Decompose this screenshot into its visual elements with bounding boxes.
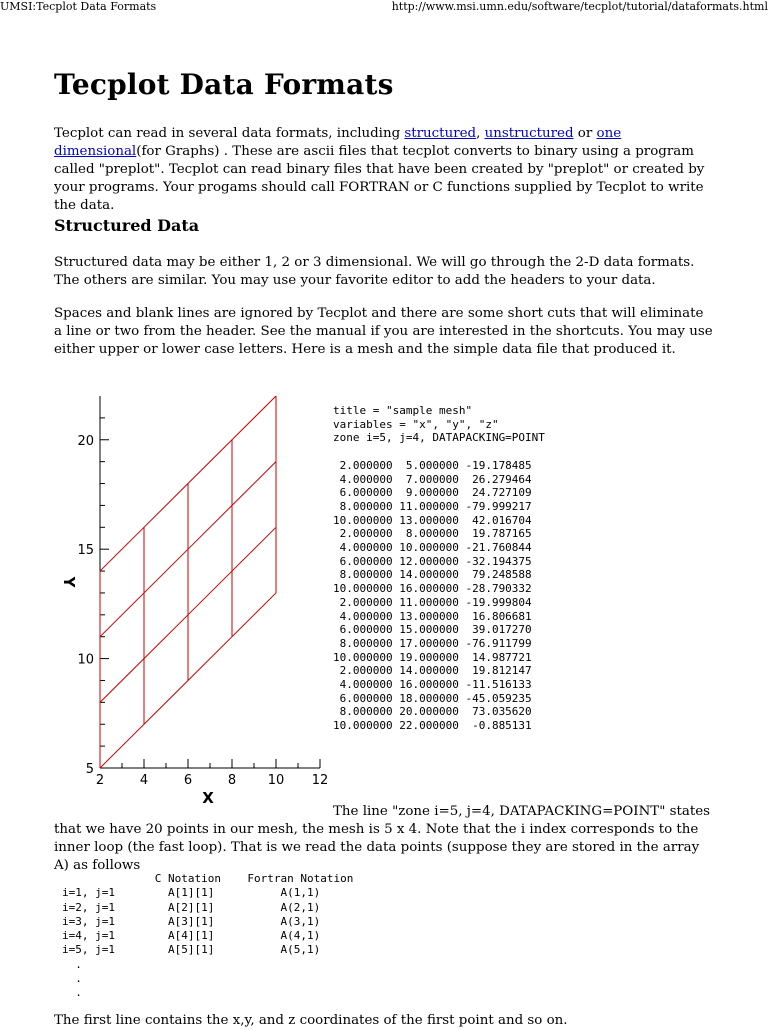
intro-paragraph [54, 125, 714, 215]
y-axis-title: Y [60, 576, 78, 588]
intro-text-1: Tecplot can read in several data formats, including [54, 126, 405, 141]
structured-link[interactable]: structured [404, 126, 477, 141]
x-tick-label: 2 [95, 773, 105, 788]
intro-text-4: (for Graphs) . These are ascii files that tecplot converts to binary using a program called "preplot". Tecplot can read binary files that have been created by "preplot" or created by your programs. Your progams should call FORTRAN or C functions supplied by Tecplot to write the data. [54, 144, 705, 213]
x-tick-label: 8 [227, 773, 237, 788]
browser-header-title: UMSI:Tecplot Data Formats [0, 0, 157, 13]
x-tick-label: 6 [183, 773, 193, 788]
y-tick-label: 5 [85, 762, 94, 777]
data-file-listing: title = "sample mesh" variables = "x", "y", "z" zone i=5, j=4, DATAPACKING=POINT 2.000000 5.000000 -19.178485 4.000000 7.000000 26.279464 6.000000 9.000000 24.727109 8.000000 11.000000 -79.999217 10.000000 13.000000 42.016704 2.000000 8.000000 19.787165 4.000000 10.000000 -21.760844 6.000000 12.000000 -32.194375 8.000000 14.000000 79.248588 10.000000 16.000000 -28.790332 2.000000 11.000000 -19.999804 4.000000 13.000000 16.806681 6.000000 15.000000 39.017270 8.000000 17.000000 -76.911799 10.000000 19.000000 14.987721 2.000000 14.000000 19.812147 4.000000 16.000000 -11.516133 6.000000 18.000000 -45.059235 8.000000 20.000000 73.035620 10.000000 22.000000 -0.885131 [333, 404, 545, 733]
zone-explanation-text: The line "zone i=5, j=4, DATAPACKING=POINT" states that we have 20 points in our mesh, the mesh is 5 x 4. Note that the i index corresponds to the inner loop (the fast loop). That is we read the data points (suppose they are stored in the array A) as follows [54, 804, 711, 873]
section-heading-structured-data: Structured Data [54, 216, 200, 235]
plot-axes [100, 396, 320, 768]
y-tick-label: 15 [77, 543, 94, 559]
x-axis-title: X [202, 789, 214, 807]
x-tick-label: 12 [311, 773, 329, 788]
notation-table: C Notation Fortran Notation i=1, j=1 A[1][1] A(1,1) i=2, j=1 A[2][1] A(2,1) i=3, j=1 A[3][1] A(3,1) i=4, j=1 A[4][1] A(4,1) i=5, j=1 A[5][1] A(5,1) . . . [62, 872, 354, 1000]
structured-paragraph-1: Structured data may be either 1, 2 or 3 dimensional. We will go through the 2-D data formats. The others are similar. You may use your favorite editor to add the headers to your data. [54, 255, 695, 288]
y-tick-label: 20 [77, 433, 94, 449]
x-tick-label: 4 [139, 773, 149, 788]
y-tick-label: 10 [77, 652, 94, 668]
zone-explanation-paragraph [54, 803, 714, 875]
one-dimensional-link[interactable]: one dimensional [54, 126, 622, 159]
browser-header-url: http://www.msi.umn.edu/software/tecplot/tutorial/dataformats.html [391, 0, 768, 13]
intro-text-2: , [476, 126, 485, 141]
first-line-paragraph: The first line contains the x,y, and z coordinates of the first point and so on. [54, 1013, 568, 1028]
page-title: Tecplot Data Formats [54, 68, 394, 101]
mesh-plot [54, 388, 339, 808]
intro-text-3: or [573, 126, 597, 141]
structured-paragraph-2: Spaces and blank lines are ignored by Tecplot and there are some short cuts that will eliminate a line or two from the header. See the manual if you are interested in the shortcuts. You may use either upper or lower case letters. Here is a mesh and the simple data file that produced it. [54, 306, 713, 357]
x-tick-label: 10 [267, 773, 285, 788]
mesh-lines [100, 396, 276, 768]
unstructured-link[interactable]: unstructured [484, 126, 574, 141]
